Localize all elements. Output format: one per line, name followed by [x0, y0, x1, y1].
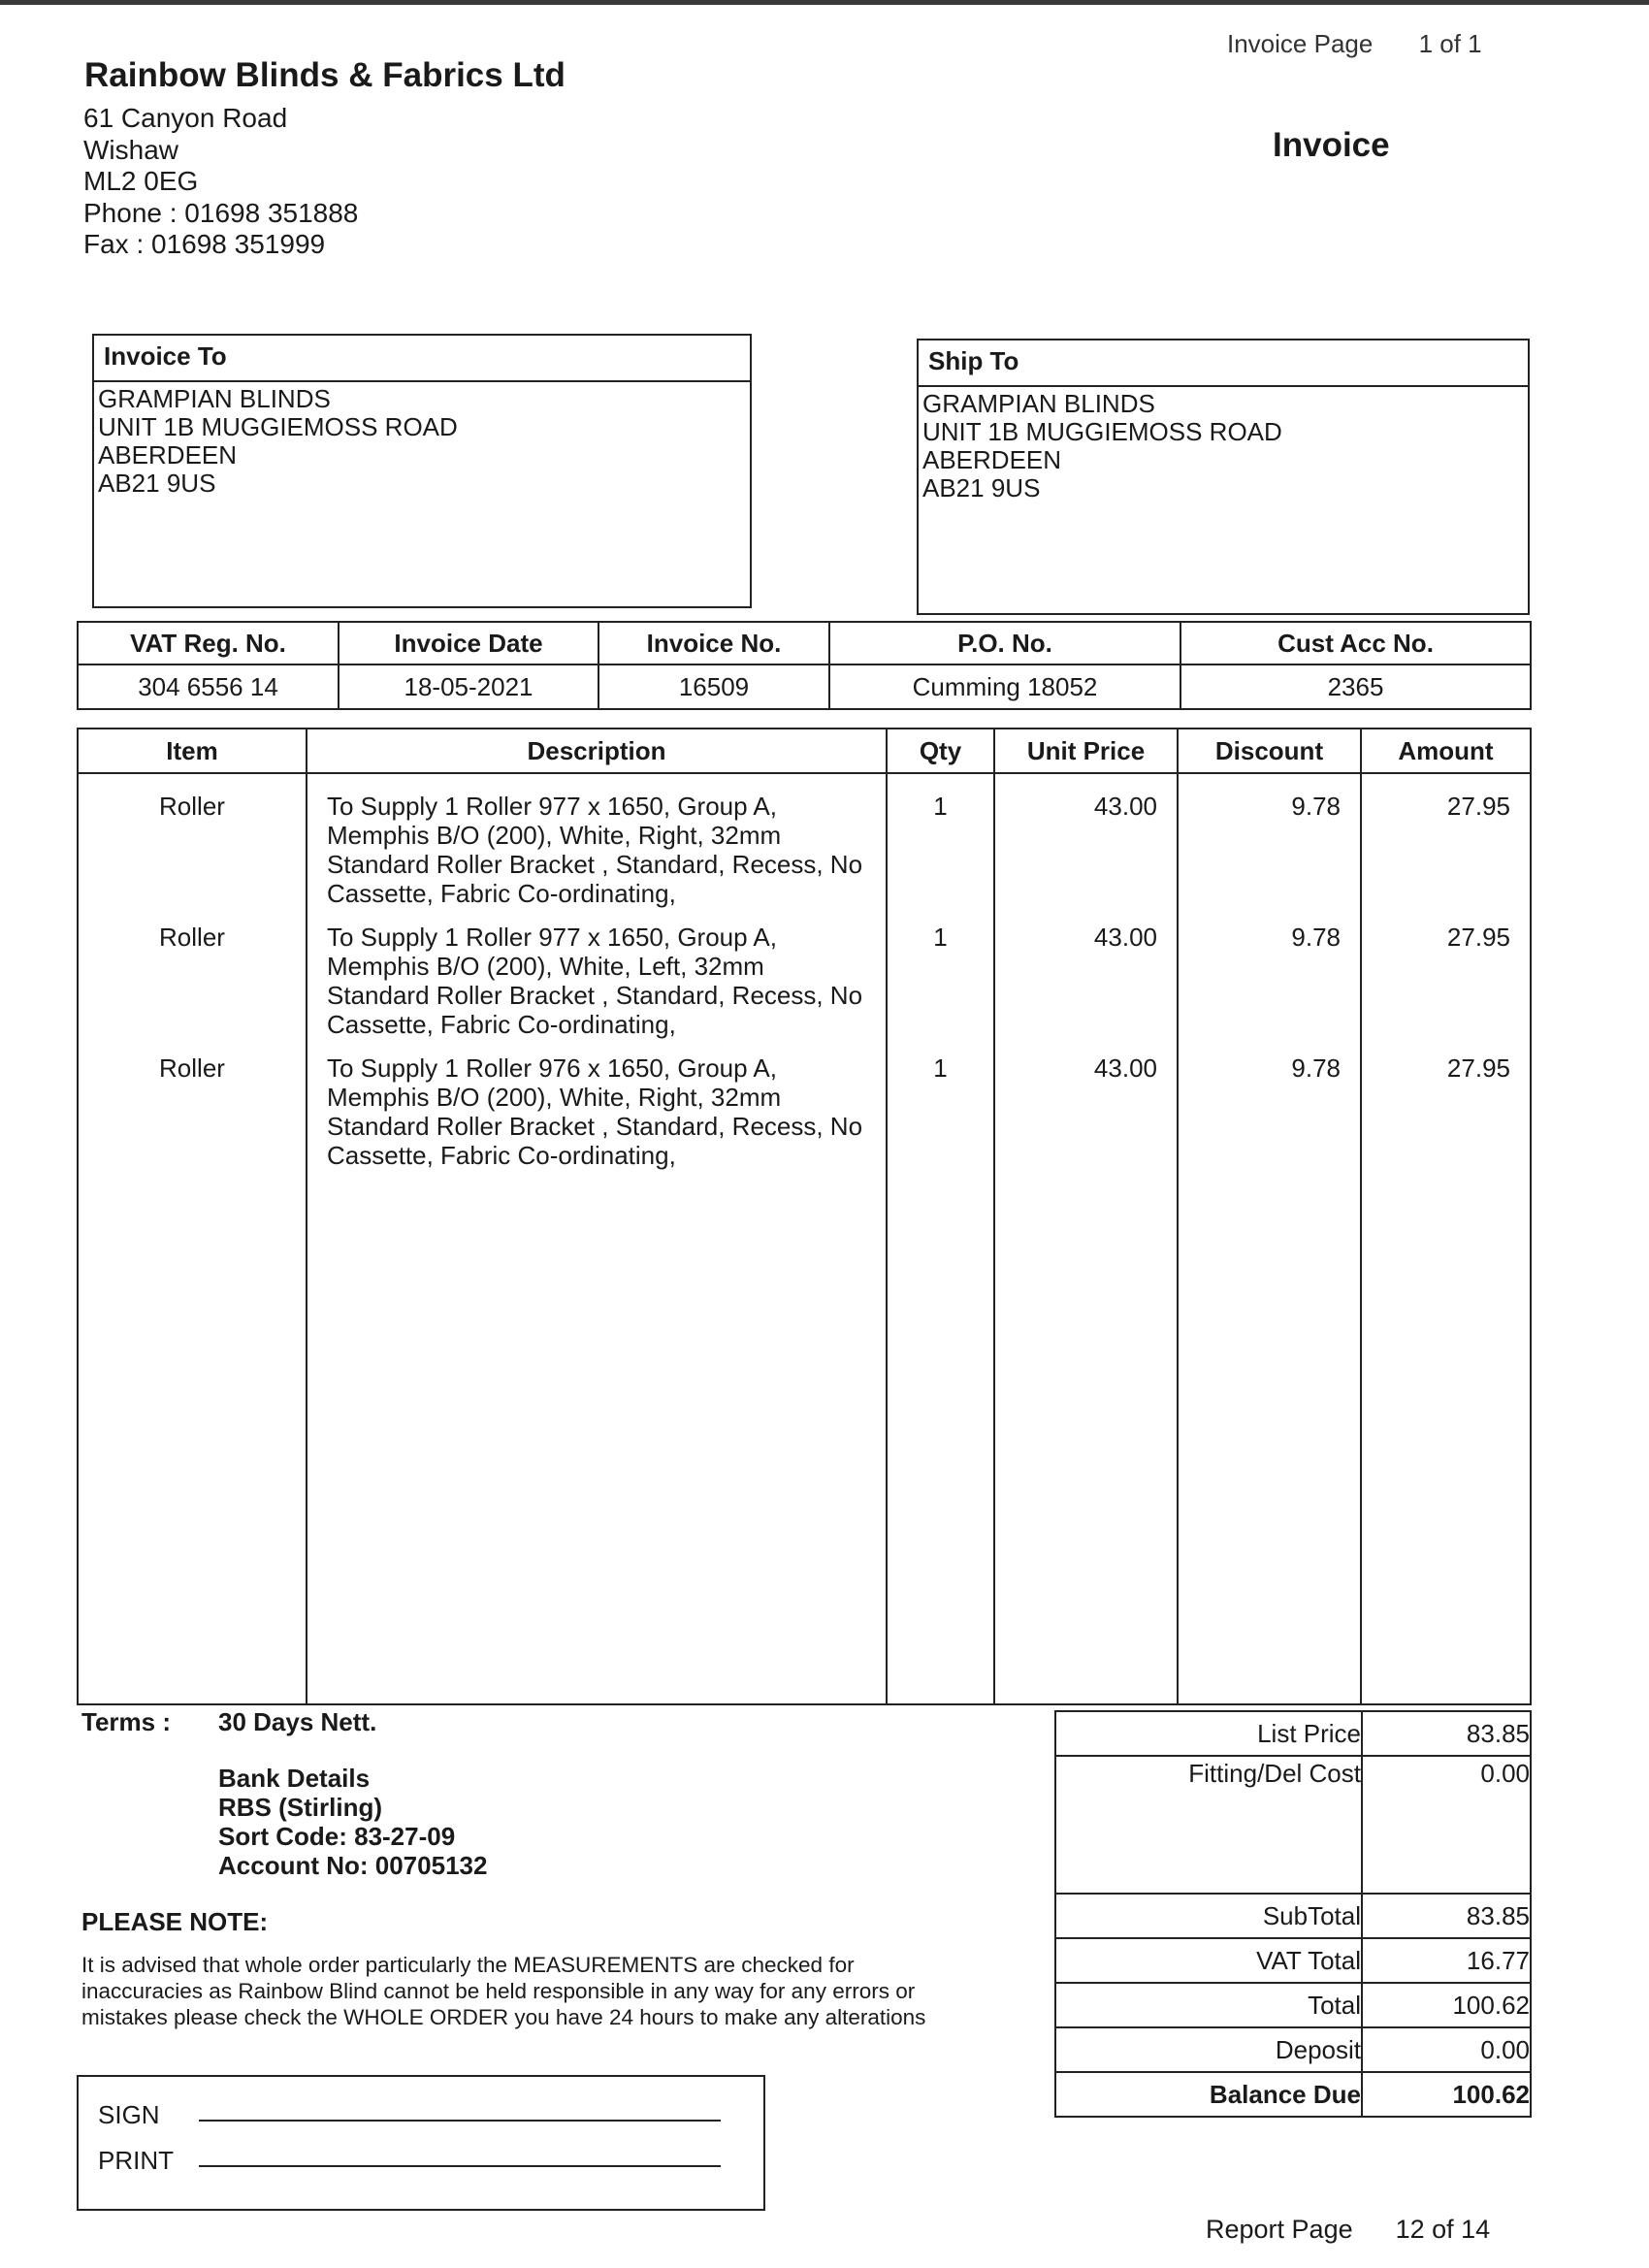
description-line: To Supply 1 Roller 976 x 1650, Group A,	[327, 1053, 777, 1083]
invoice-number-header: Invoice No.	[598, 622, 829, 664]
sign-label: SIGN	[98, 2100, 160, 2129]
invoice-page-label: Invoice Page	[1227, 29, 1374, 58]
invoice-meta-table	[77, 621, 1532, 710]
invoice-date-header: Invoice Date	[339, 622, 598, 664]
description-line: Standard Roller Bracket , Standard, Recess, No	[327, 981, 863, 1010]
description-line: Standard Roller Bracket , Standard, Recess, No	[327, 850, 863, 879]
line-item-name: Roller	[159, 1053, 225, 1083]
invoice-to-box	[92, 334, 752, 608]
line-item-name: Roller	[159, 792, 225, 821]
ship-to-line: AB21 9US	[922, 473, 1041, 502]
line-item-qty: 1	[933, 923, 948, 952]
line-item-amount: 27.95	[1446, 1053, 1510, 1083]
ship-to-label: Ship To	[919, 340, 1528, 387]
line-item-amount: 27.95	[1446, 792, 1510, 821]
invoice-page-value: 1 of 1	[1418, 29, 1482, 58]
company-address-line: ML2 0EG	[83, 166, 199, 196]
company-phone: Phone : 01698 351888	[83, 197, 359, 228]
invoice-to-line: UNIT 1B MUGGIEMOSS ROAD	[98, 412, 458, 441]
line-item-discount: 9.78	[1291, 1053, 1341, 1083]
ship-to-line: GRAMPIAN BLINDS	[922, 389, 1155, 418]
totals-table	[1054, 1710, 1532, 2118]
subtotal-value: 83.85	[1362, 1894, 1531, 1938]
ship-to-address	[919, 387, 1528, 505]
balance-due-value: 100.62	[1362, 2072, 1531, 2117]
note-line: inaccuracies as Rainbow Blind cannot be held responsible in any way for any errors or	[81, 1979, 916, 2003]
invoice-to-address	[94, 382, 750, 501]
company-name: Rainbow Blinds & Fabrics Ltd	[84, 56, 566, 94]
unit-price-column	[994, 773, 1178, 1704]
invoice-to-line: ABERDEEN	[98, 440, 238, 470]
total-label: Total	[1055, 1983, 1362, 2027]
note-line: It is advised that whole order particularly the MEASUREMENTS are checked for	[81, 1953, 855, 1977]
sort-code: Sort Code: 83-27-09	[218, 1822, 456, 1851]
list-price-label: List Price	[1055, 1711, 1362, 1756]
description-line: Memphis B/O (200), White, Right, 32mm	[327, 1083, 782, 1112]
description-line: Cassette, Fabric Co-ordinating,	[327, 1141, 676, 1170]
deposit-label: Deposit	[1055, 2027, 1362, 2072]
print-label: PRINT	[98, 2146, 174, 2175]
subtotal-label: SubTotal	[1055, 1894, 1362, 1938]
fitting-del-cost-value: 0.00	[1362, 1756, 1531, 1894]
please-note-heading: PLEASE NOTE:	[81, 1907, 269, 1936]
po-number-value: Cumming 18052	[829, 664, 1180, 709]
account-number: Account No: 00705132	[218, 1851, 488, 1880]
company-address-line: 61 Canyon Road	[83, 103, 288, 133]
po-number-header: P.O. No.	[829, 622, 1180, 664]
print-line[interactable]	[199, 2165, 721, 2167]
ship-to-box	[917, 339, 1530, 615]
description-line: Memphis B/O (200), White, Left, 32mm	[327, 952, 764, 981]
line-item-name: Roller	[159, 923, 225, 952]
line-item-description	[307, 792, 886, 923]
invoice-to-line: GRAMPIAN BLINDS	[98, 384, 331, 413]
description-header: Description	[307, 729, 887, 773]
please-note-text	[81, 1952, 1013, 2030]
discount-column	[1178, 773, 1361, 1704]
amount-column	[1361, 773, 1531, 1704]
qty-column	[887, 773, 994, 1704]
ship-to-line: UNIT 1B MUGGIEMOSS ROAD	[922, 417, 1282, 446]
cust-acc-header: Cust Acc No.	[1180, 622, 1531, 664]
invoice-page-indicator	[1227, 29, 1482, 59]
invoice-number-value: 16509	[598, 664, 829, 709]
item-column	[78, 773, 307, 1704]
item-header: Item	[78, 729, 307, 773]
balance-due-label: Balance Due	[1055, 2072, 1362, 2117]
bank-details-heading: Bank Details	[218, 1764, 371, 1793]
line-item-discount: 9.78	[1291, 792, 1341, 821]
bank-name: RBS (Stirling)	[218, 1793, 382, 1822]
invoice-to-label: Invoice To	[94, 336, 750, 382]
note-line: mistakes please check the WHOLE ORDER you have 24 hours to make any alterations	[81, 2005, 926, 2029]
fitting-del-cost-label: Fitting/Del Cost	[1055, 1756, 1362, 1894]
company-address-line: Wishaw	[83, 134, 179, 165]
invoice-to-line: AB21 9US	[98, 469, 216, 498]
line-item-description	[307, 923, 886, 1053]
line-item-discount: 9.78	[1291, 923, 1341, 952]
vat-total-value: 16.77	[1362, 1938, 1531, 1983]
description-line: Standard Roller Bracket , Standard, Recess, No	[327, 1112, 863, 1141]
amount-header: Amount	[1361, 729, 1531, 773]
report-page-value: 12 of 14	[1395, 2215, 1491, 2244]
description-line: Memphis B/O (200), White, Right, 32mm	[327, 821, 782, 850]
line-item-unit-price: 43.00	[1093, 1053, 1157, 1083]
description-line: Cassette, Fabric Co-ordinating,	[327, 879, 676, 908]
report-page-label: Report Page	[1206, 2215, 1353, 2244]
cust-acc-value: 2365	[1180, 664, 1531, 709]
total-value: 100.62	[1362, 1983, 1531, 2027]
company-address	[83, 103, 358, 261]
description-column	[307, 773, 887, 1704]
ship-to-line: ABERDEEN	[922, 445, 1062, 474]
items-table	[77, 728, 1532, 1705]
description-line: To Supply 1 Roller 977 x 1650, Group A,	[327, 923, 777, 952]
list-price-value: 83.85	[1362, 1711, 1531, 1756]
terms-label: Terms :	[81, 1707, 171, 1736]
terms-value: 30 Days Nett.	[218, 1707, 377, 1736]
document-title: Invoice	[1273, 126, 1390, 164]
report-page-footer	[1206, 2215, 1490, 2245]
line-item-qty: 1	[933, 792, 948, 821]
line-item-amount: 27.95	[1446, 923, 1510, 952]
vat-reg-header: VAT Reg. No.	[78, 622, 339, 664]
description-line: To Supply 1 Roller 977 x 1650, Group A,	[327, 792, 777, 821]
line-item-qty: 1	[933, 1053, 948, 1083]
signature-box	[77, 2075, 765, 2211]
line-item-description	[307, 1053, 886, 1184]
company-fax: Fax : 01698 351999	[83, 229, 326, 259]
sign-line[interactable]	[199, 2120, 721, 2122]
scan-edge	[0, 0, 1649, 5]
bank-details	[218, 1764, 487, 1880]
vat-total-label: VAT Total	[1055, 1938, 1362, 1983]
description-line: Cassette, Fabric Co-ordinating,	[327, 1010, 676, 1039]
line-item-unit-price: 43.00	[1093, 923, 1157, 952]
vat-reg-value: 304 6556 14	[78, 664, 339, 709]
deposit-value: 0.00	[1362, 2027, 1531, 2072]
discount-header: Discount	[1178, 729, 1361, 773]
invoice-date-value: 18-05-2021	[339, 664, 598, 709]
unit-price-header: Unit Price	[994, 729, 1178, 773]
qty-header: Qty	[887, 729, 994, 773]
line-item-unit-price: 43.00	[1093, 792, 1157, 821]
